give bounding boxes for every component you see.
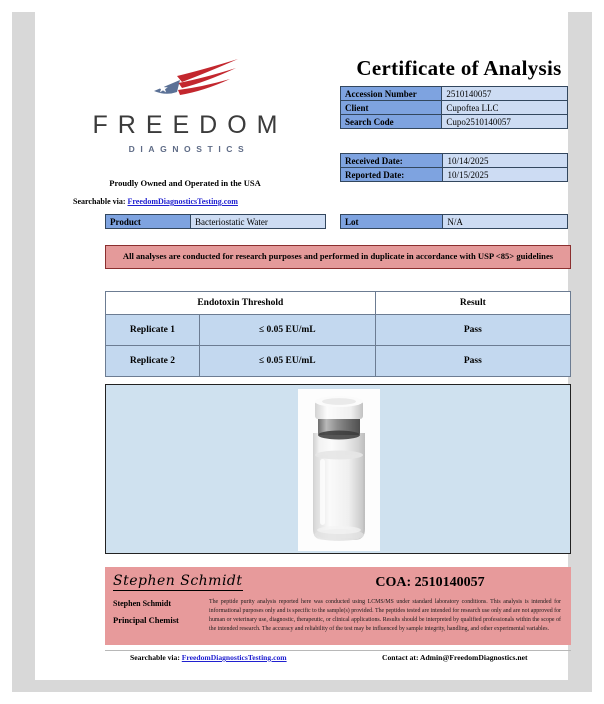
legal-fineprint: The peptide purity analysis reported here was conducted using LCMS/MS under standard laboratory conditions. This analysis is intended for informational purposes only and is specific to the sample(s) provided. The peptides tested are intended for research use only and are not approved for human or veterinary use, diagnostic, therapeutic, or clinical applications. Results should be interpreted by qualified professionals within the scope of the intended research. The accuracy and reliability of the test may be influenced by sample integrity, handling, and other experimental variables. — [209, 599, 561, 632]
signer-name: Stephen Schmidt — [113, 599, 172, 608]
company-logo — [70, 57, 300, 154]
sample-image-panel — [105, 384, 571, 554]
table-row — [341, 154, 568, 168]
brand-subtitle: DIAGNOSTICS — [128, 144, 250, 154]
client-label: Client — [341, 101, 442, 115]
received-date-value: 10/14/2025 — [443, 154, 568, 168]
client-value: Cupoftea LLC — [442, 101, 568, 115]
endotoxin-threshold-header: Endotoxin Threshold — [106, 292, 376, 315]
eagle-flag-icon — [120, 57, 250, 109]
replicate-1-label: Replicate 1 — [106, 315, 200, 346]
footer-divider — [105, 650, 571, 651]
vial-icon — [298, 389, 380, 551]
received-date-label: Received Date: — [341, 154, 443, 168]
reported-date-value: 10/15/2025 — [443, 168, 568, 182]
results-table — [105, 291, 571, 377]
replicate-2-label: Replicate 2 — [106, 346, 200, 377]
accession-number-label: Accession Number — [341, 87, 442, 101]
reported-date-label: Reported Date: — [341, 168, 443, 182]
signature-script: Stephen Schmidt — [113, 573, 243, 589]
accession-table — [340, 86, 568, 129]
searchable-link[interactable]: FreedomDiagnosticsTesting.com — [127, 197, 238, 206]
searchable-label: Searchable via: — [73, 197, 126, 206]
lot-table — [340, 214, 568, 229]
footer-searchable-label: Searchable via: — [130, 653, 180, 662]
signature-block — [105, 567, 571, 645]
accession-number-value: 2510140057 — [442, 87, 568, 101]
searchable-via-top — [73, 197, 238, 206]
footer-contact: Contact at: Admin@FreedomDiagnostics.net — [382, 653, 528, 662]
page-title: Certificate of Analysis — [356, 56, 562, 80]
table-row — [341, 101, 568, 115]
certificate-page — [35, 12, 568, 680]
table-row — [341, 215, 568, 229]
replicate-1-result: Pass — [375, 315, 570, 346]
product-label: Product — [106, 215, 191, 229]
signer-title: Principal Chemist — [113, 615, 179, 625]
search-code-value: Cupo2510140057 — [442, 115, 568, 129]
search-code-label: Search Code — [341, 115, 442, 129]
table-row — [341, 115, 568, 129]
table-row — [106, 315, 571, 346]
replicate-1-threshold: ≤ 0.05 EU/mL — [199, 315, 375, 346]
sample-photo — [298, 389, 380, 551]
table-row — [341, 87, 568, 101]
lot-value: N/A — [443, 215, 568, 229]
table-row — [106, 215, 326, 229]
usa-tagline: Proudly Owned and Operated in the USA — [109, 178, 261, 188]
footer-searchable-link[interactable]: FreedomDiagnosticsTesting.com — [181, 653, 287, 662]
product-value: Bacteriostatic Water — [191, 215, 326, 229]
lot-label: Lot — [341, 215, 443, 229]
brand-name: FREEDOM — [92, 111, 288, 139]
table-row — [341, 168, 568, 182]
footer-searchable — [130, 653, 287, 662]
coa-number: COA: 2510140057 — [375, 575, 485, 590]
research-disclaimer-banner: All analyses are conducted for research purposes and performed in duplicate in accordance with USP <85> guidelines — [105, 245, 571, 269]
product-table — [105, 214, 326, 229]
replicate-2-result: Pass — [375, 346, 570, 377]
result-header: Result — [375, 292, 570, 315]
table-header-row — [106, 292, 571, 315]
replicate-2-threshold: ≤ 0.05 EU/mL — [199, 346, 375, 377]
table-row — [106, 346, 571, 377]
dates-table — [340, 153, 568, 182]
